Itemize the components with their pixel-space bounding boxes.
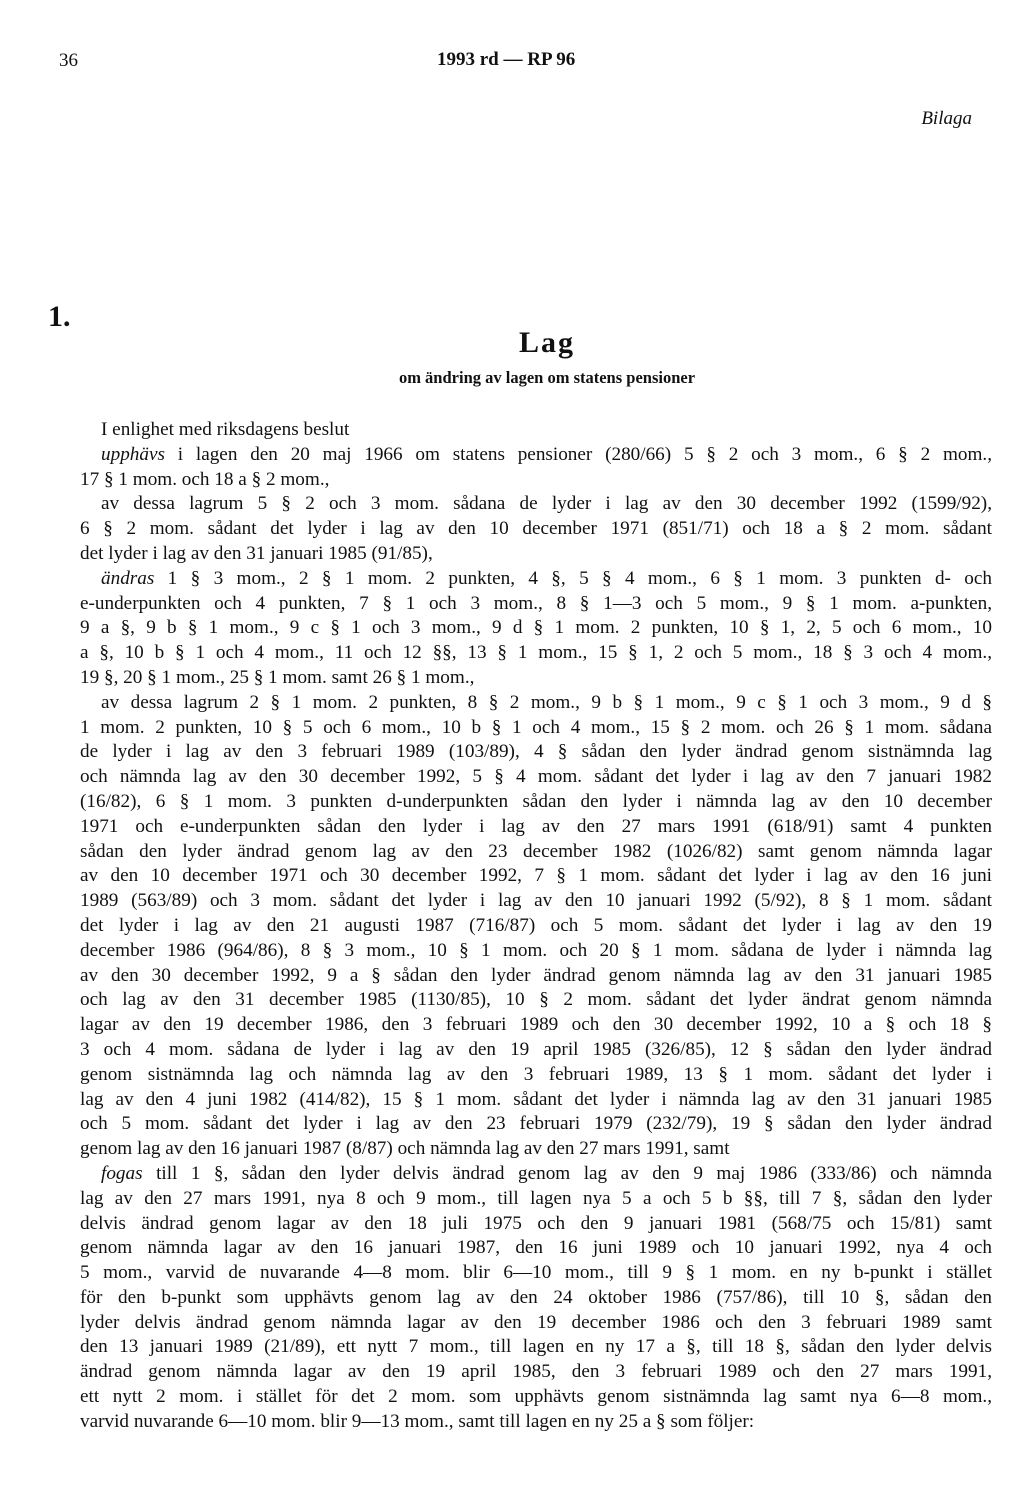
body-line	[80, 1212, 992, 1237]
body-line-text: (16/82), 6 § 1 mom. 3 punkten d-underpunkten sådan den lyder i nämnda lag av den 10 december	[80, 790, 992, 812]
body-line-text: lag av den 27 mars 1991, nya 8 och 9 mom., till lagen nya 5 a och 5 b §§, till 7 §, sådan den lyder	[80, 1187, 992, 1209]
body-line	[80, 914, 992, 939]
body-line-text: december 1986 (964/86), 8 § 3 mom., 10 § 1 mom. och 20 § 1 mom. sådana de lyder i nämnda lag	[80, 939, 992, 961]
body-line	[80, 468, 992, 493]
body-line-text: genom lag av den 16 januari 1987 (8/87) och nämnda lag av den 27 mars 1991, samt	[80, 1138, 730, 1160]
body-line	[80, 740, 992, 765]
body-line	[80, 443, 992, 468]
body-line	[80, 1088, 992, 1113]
body-line-text: 6 § 2 mom. sådant det lyder i lag av den 10 december 1971 (851/71) och 18 a § 2 mom. sådant	[80, 518, 992, 540]
body-line-text: ett nytt 2 mom. i stället för det 2 mom. som upphävts genom sistnämnda lag samt nya 6—8 mom.,	[80, 1386, 992, 1408]
body-line-text: den 13 januari 1989 (21/89), ett nytt 7 mom., till lagen en ny 17 a §, till 18 §, sådan den lyder delvis	[80, 1336, 992, 1358]
amendment-keyword: fogas	[101, 1162, 143, 1184]
body-line-text: och 5 mom. sådant det lyder i lag av den 23 februari 1979 (232/79), 19 § sådan den lyder ändrad	[80, 1113, 992, 1135]
law-title: Lag	[518, 326, 575, 359]
running-header: 1993 rd — RP 96	[437, 49, 576, 70]
body-line	[80, 1410, 992, 1435]
body-line-text: 17 § 1 mom. och 18 a § 2 mom.,	[80, 468, 330, 490]
body-line-text: 1 § 3 mom., 2 § 1 mom. 2 punkten, 4 §, 5 § 4 mom., 6 § 1 mom. 3 punkten d- och	[154, 567, 992, 589]
body-line	[80, 1063, 992, 1088]
body-line-text: genom sistnämnda lag och nämnda lag av den 3 februari 1989, 13 § 1 mom. sådant det lyder i	[80, 1063, 992, 1085]
body-line	[80, 666, 992, 691]
body-line-text: ändrad genom nämnda lagar av den 19 april 1985, den 3 februari 1989 och den 27 mars 1991,	[80, 1361, 992, 1383]
body-line	[80, 1038, 992, 1063]
body-line-text: av dessa lagrum 5 § 2 och 3 mom. sådana de lyder i lag av den 30 december 1992 (1599/92),	[101, 493, 992, 515]
body-line	[80, 517, 992, 542]
body-line-text: till 1 §, sådan den lyder delvis ändrad genom lag av den 9 maj 1986 (333/86) och nämnda	[142, 1162, 992, 1184]
amendment-keyword: upphävs	[101, 443, 165, 465]
body-line	[80, 616, 992, 641]
law-item-number: 1.	[48, 300, 71, 333]
body-line-text: de lyder i lag av den 3 februari 1989 (103/89), 4 § sådan den lyder ändrad genom sistnämnda lag	[80, 741, 992, 763]
body-line	[80, 765, 992, 790]
body-line	[80, 1162, 992, 1187]
body-line-text: 1971 och e-underpunkten sådan den lyder i lag av den 27 mars 1991 (618/91) samt 4 punkten	[80, 815, 992, 837]
body-line	[80, 1236, 992, 1261]
body-line-text: det lyder i lag av den 21 augusti 1987 (716/87) och 5 mom. sådant det lyder i lag av den 19	[80, 914, 992, 936]
body-line	[80, 641, 992, 666]
body-line-text: 3 och 4 mom. sådana de lyder i lag av den 19 april 1985 (326/85), 12 § sådan den lyder ändrad	[80, 1038, 992, 1060]
body-line-text: och lag av den 31 december 1985 (1130/85), 10 § 2 mom. sådant det lyder ändrat genom nämnda	[80, 989, 992, 1011]
body-line-text: 1989 (563/89) och 3 mom. sådant det lyder i lag av den 10 januari 1992 (5/92), 8 § 1 mom. sådant	[80, 890, 992, 912]
body-line-text: I enlighet med riksdagens beslut	[101, 419, 350, 440]
body-line	[80, 492, 992, 517]
body-line-text: lyder delvis ändrad genom nämnda lagar av den 19 december 1986 och den 3 februari 1989 samt	[80, 1311, 992, 1333]
body-line	[80, 1385, 992, 1410]
body-line	[80, 1286, 992, 1311]
body-line-text: av den 30 december 1992, 9 a § sådan den lyder ändrad genom nämnda lag av den 31 januari 1985	[80, 964, 992, 986]
body-line-text: e-underpunkten och 4 punkten, 7 § 1 och 3 mom., 8 § 1—3 och 5 mom., 9 § 1 mom. a-punkten,	[80, 592, 992, 614]
page-number: 36	[59, 50, 78, 71]
body-line	[80, 1360, 992, 1385]
body-line	[80, 1112, 992, 1137]
body-line	[80, 1261, 992, 1286]
body-line	[80, 939, 992, 964]
body-line-text: lag av den 4 juni 1982 (414/82), 15 § 1 mom. sådant det lyder i nämnda lag av den 31 januari 1985	[80, 1088, 992, 1110]
body-line	[80, 815, 992, 840]
body-line	[80, 1013, 992, 1038]
body-line	[80, 567, 992, 592]
body-line-text: för den b-punkt som upphävts genom lag av den 24 oktober 1986 (757/86), till 10 §, sådan den	[80, 1286, 992, 1308]
body-line-text: sådan den lyder ändrad genom lag av den 23 december 1982 (1026/82) samt genom nämnda lagar	[80, 840, 992, 862]
body-line	[80, 542, 992, 567]
body-line-text: av dessa lagrum 2 § 1 mom. 2 punkten, 8 § 2 mom., 9 b § 1 mom., 9 c § 1 och 3 mom., 9 d §	[101, 691, 992, 713]
body-line	[80, 964, 992, 989]
body-line	[80, 889, 992, 914]
body-line	[80, 1187, 992, 1212]
body-line-text: 1 mom. 2 punkten, 10 § 5 och 6 mom., 10 b § 1 och 4 mom., 15 § 2 mom. och 26 § 1 mom. sådana	[80, 716, 992, 738]
amendment-keyword: ändras	[101, 567, 155, 589]
body-line-text: varvid nuvarande 6—10 mom. blir 9—13 mom., samt till lagen en ny 25 a § som följer:	[80, 1410, 755, 1432]
body-line	[80, 592, 992, 617]
body-line-text: 9 a §, 9 b § 1 mom., 9 c § 1 och 3 mom., 9 d § 1 mom. 2 punkten, 10 § 1, 2, 5 och 6 mom., 10	[80, 617, 992, 639]
body-line	[80, 790, 992, 815]
body-line	[80, 1311, 992, 1336]
body-line	[80, 716, 992, 741]
body-line	[80, 418, 992, 443]
body-line-text: delvis ändrad genom lagar av den 18 juli 1975 och den 9 januari 1981 (568/75 och 15/81) samt	[80, 1212, 992, 1234]
body-line-text: a §, 10 b § 1 och 4 mom., 11 och 12 §§, 13 § 1 mom., 15 § 1, 2 och 5 mom., 18 § 3 och 4 mom.,	[80, 642, 992, 664]
body-line-text: i lagen den 20 maj 1966 om statens pensioner (280/66) 5 § 2 och 3 mom., 6 § 2 mom.,	[164, 443, 992, 465]
body-line-text: 19 §, 20 § 1 mom., 25 § 1 mom. samt 26 § 1 mom.,	[80, 666, 475, 688]
law-subtitle: om ändring av lagen om statens pensioner	[398, 368, 696, 387]
body-line-text: och nämnda lag av den 30 december 1992, 5 § 4 mom. sådant det lyder i lag av den 7 januari 1982	[80, 766, 992, 788]
body-line	[80, 1335, 992, 1360]
body-line	[80, 840, 992, 865]
body-line-text: det lyder i lag av den 31 januari 1985 (91/85),	[80, 542, 433, 564]
body-line-text: 5 mom., varvid de nuvarande 4—8 mom. blir 6—10 mom., till 9 § 1 mom. en ny b-punkt i stället	[80, 1262, 992, 1284]
body-line	[80, 864, 992, 889]
body-line-text: lagar av den 19 december 1986, den 3 februari 1989 och den 30 december 1992, 10 a § och 18 §	[80, 1014, 992, 1036]
body-line-text: genom nämnda lagar av den 16 januari 1987, den 16 juni 1989 och 10 januari 1992, nya 4 och	[80, 1237, 992, 1259]
body-line	[80, 988, 992, 1013]
body-line-text: av den 10 december 1971 och 30 december 1992, 7 § 1 mom. sådant det lyder i lag av den 16 juni	[80, 865, 992, 887]
annex-label: Bilaga	[921, 108, 972, 129]
body-line	[80, 691, 992, 716]
law-body-text	[80, 418, 992, 1435]
body-line	[80, 1137, 992, 1162]
